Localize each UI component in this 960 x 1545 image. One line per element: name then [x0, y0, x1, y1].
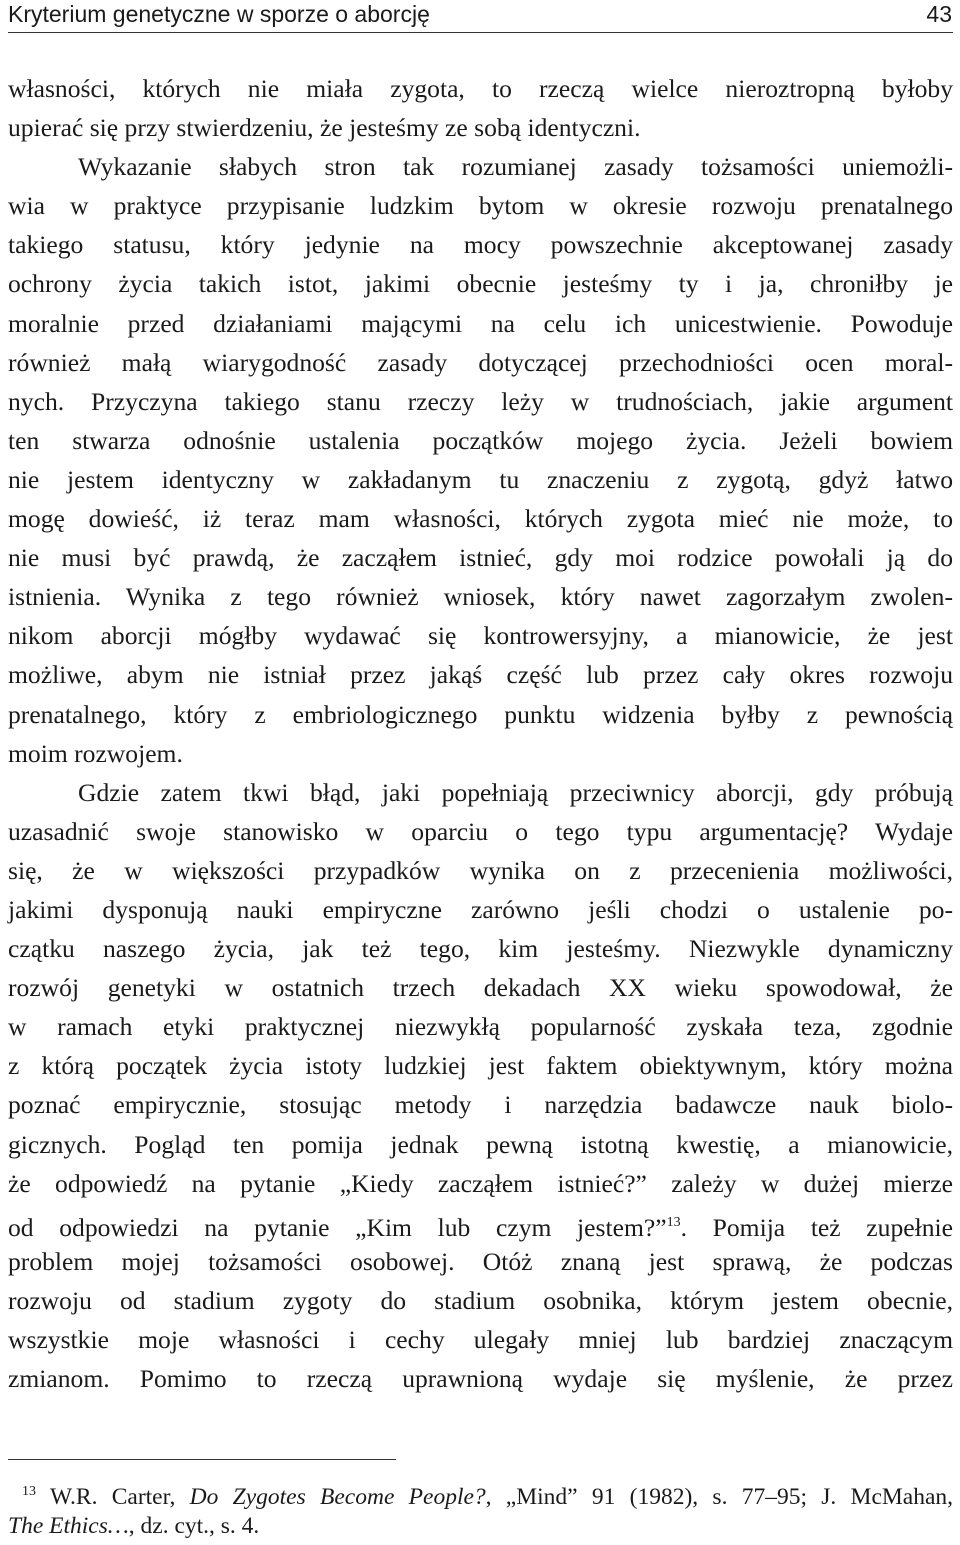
text-line: własności, których nie miała zygota, to rzeczą wielce nieroztropną byłoby [8, 74, 953, 103]
footnote-mark: 13 [22, 1484, 36, 1499]
text-line: z którą początek życia istoty ludzkiej jest faktem obiektywnym, który można [8, 1051, 953, 1081]
text-line: problem mojej tożsamości osobowej. Otóż znaną jest sprawą, że podczas [8, 1246, 953, 1276]
running-title: Kryterium genetyczne w sporze o aborcję [8, 1, 430, 27]
text-line: nych. Przyczyna takiego stanu rzeczy leży w trudnościach, jakie argument [8, 386, 953, 416]
text-line: nie musi być prawdą, że zacząłem istnieć, gdy moi rodzice powołali ją do [8, 543, 953, 573]
text-line: wszystkie moje własności i cechy ulegały mniej lub bardziej znaczącym [8, 1325, 953, 1354]
footnote-text: , „Mind” 91 (1982), s. 77–95; J. McMahan, [485, 1484, 954, 1510]
text-line: prenatalnego, który z embriologicznego punktu widzenia byłby z pewnością [8, 699, 953, 729]
text-line: moim rozwojem. [8, 738, 183, 768]
text-line: jakimi dysponują nauki empiryczne zarówno jeśli chodzi o ustalenie po- [8, 894, 953, 924]
text-line: nikom aborcji mógłby wydawać się kontrowersyjny, a mianowicie, że jest [8, 621, 953, 651]
text-line: że odpowiedź na pytanie „Kiedy zacząłem istnieć?” zależy w dużej mierze [8, 1168, 953, 1198]
footnote-text: , dz. cyt., s. 4. [128, 1513, 260, 1539]
text-line: Gdzie zatem tkwi błąd, jaki popełniają przeciwnicy aborcji, gdy próbują [78, 777, 953, 807]
body-text [8, 69, 953, 1398]
text-line-with-footnote-ref [8, 1203, 953, 1242]
text-line: nie jestem identyczny w zakładanym tu znaczeniu z zygotą, gdyż łatwo [8, 464, 953, 494]
text-line: poznać empirycznie, stosując metody i narzędzia badawcze nauk biolo- [8, 1090, 953, 1120]
text-line: wia w praktyce przypisanie ludzkim bytom w okresie rozwoju prenatalnego [8, 191, 953, 221]
text-line: zmianom. Pomimo to rzeczą uprawnioną wydaje się myślenie, że przez [8, 1364, 953, 1394]
text-line-part: od odpowiedzi na pytanie „Kim lub czym jestem?” [8, 1212, 667, 1242]
text-line: ochrony życia takich istot, jakimi obecnie jesteśmy ty i ja, chroniłby je [8, 269, 953, 299]
running-head [8, 0, 952, 32]
page-number: 43 [926, 1, 952, 27]
text-line: ten stwarza odnośnie ustalenia początków mojego życia. Jeżeli bowiem [8, 425, 953, 455]
text-line: istnienia. Wynika z tego również wniosek, który nawet zagorzałym zwolen- [8, 582, 953, 612]
footnote-ref[interactable]: 13 [666, 1214, 681, 1230]
text-line: się, że w większości przypadków wynika on z przecenienia możliwości, [8, 855, 953, 885]
text-line: czątku naszego życia, jak też tego, kim jesteśmy. Niezwykle dynamiczny [8, 934, 953, 964]
text-line: również małą wiarygodność zasady dotyczącej przechodniości ocen moral- [8, 347, 953, 377]
text-line-part: . Pomija też zupełnie [680, 1212, 953, 1242]
footnote-line [8, 1509, 953, 1543]
text-line: uzasadnić swoje stanowisko w oparciu o tego typu argumentację? Wydaje [8, 816, 953, 846]
text-line: rozwój genetyki w ostatnich trzech dekadach XX wieku spowodował, że [8, 973, 953, 1003]
footnote-title: Do Zygotes Become People? [189, 1484, 486, 1510]
text-line: w ramach etyki praktycznej niezwykłą popularność zyskała teza, zgodnie [8, 1012, 953, 1042]
header-rule [8, 32, 953, 33]
footnote-title: The Ethics… [8, 1513, 129, 1539]
text-line: możliwe, abym nie istniał przez jakąś część lub przez cały okres rozwoju [8, 660, 953, 690]
text-line: Wykazanie słabych stron tak rozumianej zasady tożsamości uniemożli- [78, 152, 953, 182]
text-line: upierać się przy stwierdzeniu, że jesteśmy ze sobą identyczni. [8, 113, 641, 143]
text-line: mogę dowieść, iż teraz mam własności, których zygota mieć nie może, to [8, 504, 953, 534]
footnote-line [8, 1475, 953, 1509]
text-line: takiego statusu, który jedynie na mocy powszechnie akceptowanej zasady [8, 230, 953, 260]
footnote-rule [8, 1459, 396, 1460]
text-line: rozwoju od stadium zygoty do stadium osobnika, którym jestem obecnie, [8, 1285, 953, 1315]
footnote-author: W.R. Carter, [50, 1484, 176, 1510]
text-line: gicznych. Pogląd ten pomija jednak pewną istotną kwestię, a mianowicie, [8, 1129, 953, 1159]
text-line: moralnie przed działaniami mającymi na celu ich unicestwienie. Powoduje [8, 308, 953, 338]
footnote [8, 1475, 953, 1543]
